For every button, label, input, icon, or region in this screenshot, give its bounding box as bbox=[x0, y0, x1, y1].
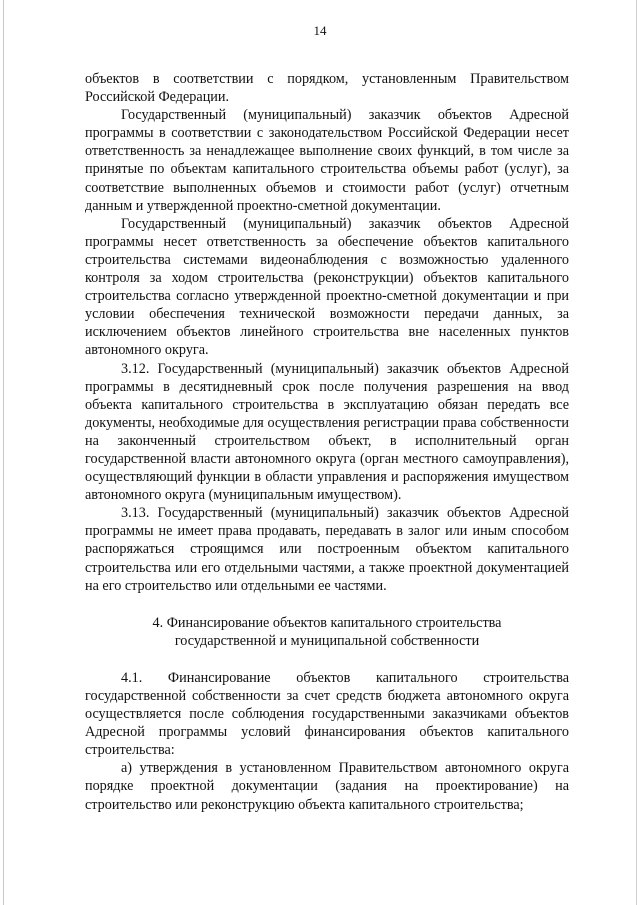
scan-edge-left bbox=[3, 0, 4, 905]
paragraph-item-a: а) утверждения в установленном Правительством автономного округа порядке проектной документации (задания на проектирование) на строительство или реконструкцию объекта капитального строительства; bbox=[85, 760, 569, 813]
document-body bbox=[85, 70, 569, 814]
paragraph-continuation: объектов в соответствии с порядком, установленным Правительством Российской Федерации. bbox=[85, 71, 569, 106]
section-heading bbox=[85, 614, 569, 650]
paragraph-video-surveillance: Государственный (муниципальный) заказчик объектов Адресной программы несет ответственность за обеспечение объектов капитального строительства системами видеонаблюдения с возможностью удаленного контроля за ходом строительства (реконструкции) объектов капитального строительства согласно утвержденной проектно-сметной документации и при условии обеспечения технической возможности передачи данных, за исключением объектов линейного строительства вне населенных пунктов автономного округа. bbox=[85, 215, 569, 359]
paragraph-customer-responsibility: Государственный (муниципальный) заказчик объектов Адресной программы в соответствии с законодательством Российской Федерации несет ответственность за ненадлежащее выполнение своих функций, в том числе за принятые по объектам капитального строительства объемы работ (услуг), за соответствие выполненных объемов и стоимости работ (услуг) отчетным данным и утвержденной проектно-сметной документации. bbox=[85, 107, 569, 214]
paragraph-4-1: 4.1. Финансирование объектов капитального строительства государственной собственности за счет средств бюджета автономного округа осуществляется после соблюдения государственными заказчиками объектов Адресной программы условий финансирования объектов капитального строительства: bbox=[85, 669, 569, 759]
paragraph-3-13: 3.13. Государственный (муниципальный) заказчик объектов Адресной программы не имеет права продавать, передавать в залог или иным способом распоряжаться строящимся или построенным объектом капитального строительства или его отдельными частями, а также проектной документацией на его строительство или отдельными ее частями. bbox=[85, 505, 569, 594]
page-number: 14 bbox=[313, 23, 327, 38]
section-heading-line-1: 4. Финансирование объектов капитального строительства bbox=[152, 614, 502, 631]
section-heading-line-2: государственной и муниципальной собственности bbox=[174, 632, 480, 649]
paragraph-3-12: 3.12. Государственный (муниципальный) заказчик объектов Адресной программы в десятидневный срок после получения разрешения на ввод объекта капитального строительства в эксплуатацию обязан передать все документы, необходимые для осуществления регистрации права собственности на законченный строительством объект, в исполнительный орган государственной власти автономного округа (орган местного самоуправления), осуществляющий функции в области управления и распоряжения имуществом автономного округа (муниципальным имуществом). bbox=[85, 360, 569, 504]
scan-edge-right bbox=[636, 0, 637, 905]
